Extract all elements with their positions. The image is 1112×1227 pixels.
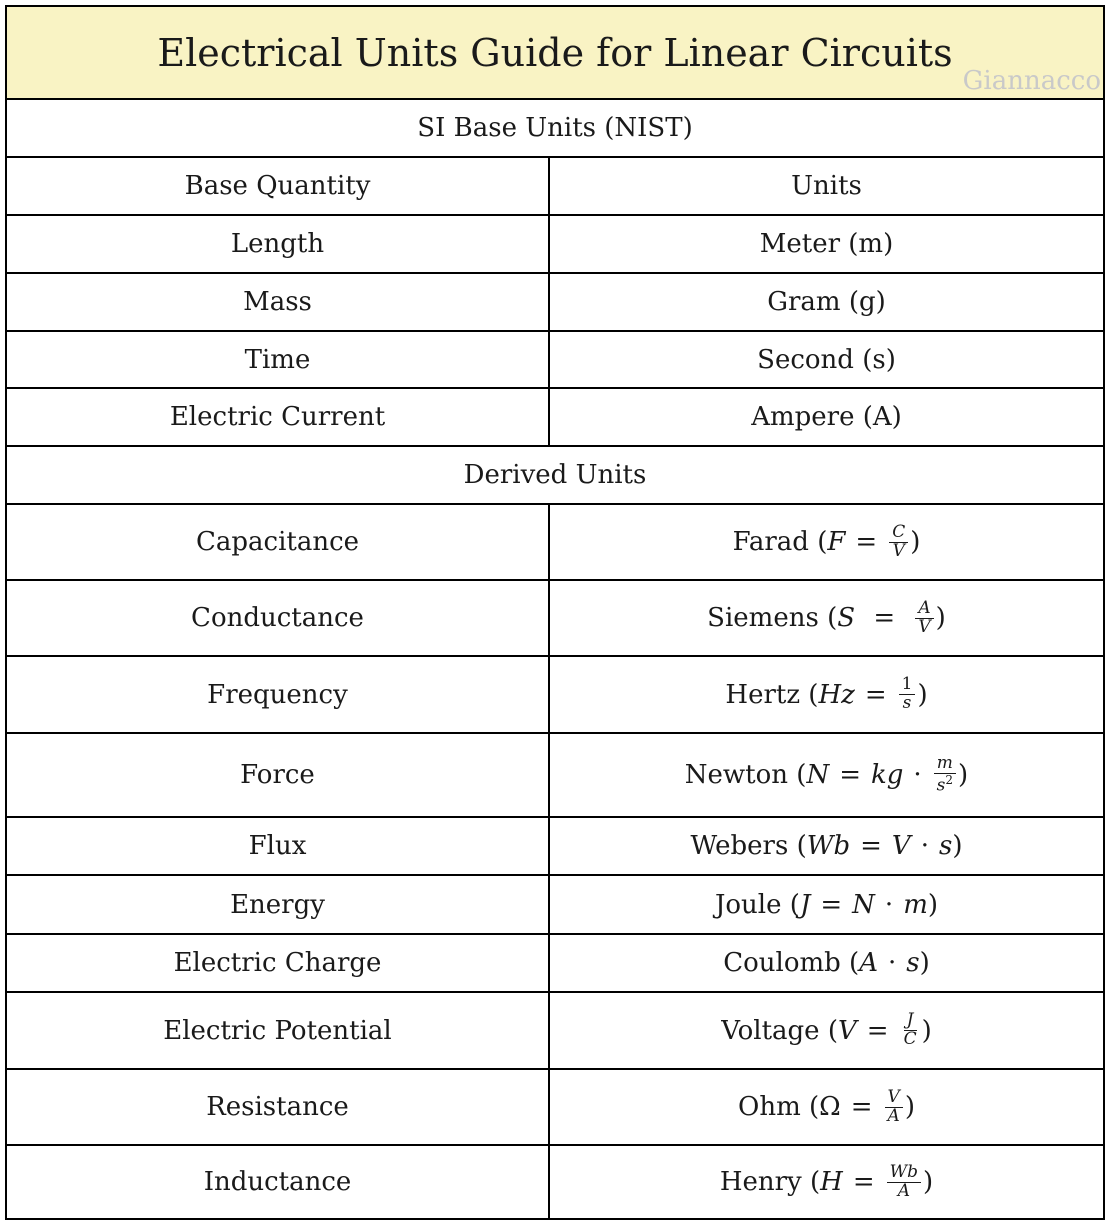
numerator: V — [885, 1089, 903, 1108]
unit-cell: Gram (g) — [767, 287, 886, 317]
quantity-cell: Electric Current — [7, 389, 550, 445]
unit-name: Webers — [690, 831, 789, 861]
unit-cell: Joule ( J = N · m ) — [714, 889, 938, 920]
section-title: Derived Units — [463, 460, 647, 490]
unit-cell: Webers ( Wb = V · s ) — [690, 831, 963, 861]
denominator: A — [887, 1105, 900, 1126]
quantity-cell: Electric Potential — [7, 993, 550, 1068]
unit-name: Newton — [684, 760, 789, 790]
column-header-row — [7, 158, 1103, 216]
numerator: Wb — [887, 1164, 921, 1183]
operand-b: m — [903, 889, 928, 920]
denominator — [934, 774, 956, 796]
quantity-cell: Mass — [7, 274, 550, 330]
fraction — [934, 752, 956, 796]
unit-cell: Farad ( F = $\frac{C}{V}$ ) — [732, 521, 921, 561]
denominator: V — [892, 540, 905, 561]
quantity-cell: Flux — [7, 818, 550, 874]
fraction — [889, 521, 908, 561]
table-row — [7, 734, 1103, 818]
exponent: 2 — [945, 772, 954, 787]
unit-symbol: S — [837, 603, 856, 633]
fraction — [885, 1086, 903, 1126]
table-row — [7, 216, 1103, 274]
unit-symbol: H — [820, 1167, 843, 1197]
unit-cell: Second (s) — [757, 344, 896, 375]
table-row — [7, 581, 1103, 657]
quantity-cell: Energy — [7, 876, 550, 933]
unit-cell: Henry ( H = $\frac{Wb}{A}$ ) — [719, 1161, 934, 1201]
numerator: m — [934, 755, 956, 774]
unit-name: Hertz — [725, 679, 801, 710]
operand-b: s — [938, 831, 953, 861]
quantity-cell: Conductance — [7, 581, 550, 655]
section-header-base — [7, 100, 1103, 158]
denominator: s — [902, 693, 912, 713]
unit-cell: Meter (m) — [759, 229, 894, 259]
table-row — [7, 876, 1103, 935]
unit-name: Coulomb — [723, 948, 841, 978]
unit-cell: Siemens ( S = $\frac{A}{V}$ ) — [707, 597, 946, 637]
numerator: C — [889, 524, 908, 543]
page-title-cell — [7, 7, 1103, 98]
quantity-cell: Inductance — [7, 1146, 550, 1218]
denominator: C — [903, 1029, 917, 1049]
unit-symbol: Wb — [806, 831, 851, 861]
table-row — [7, 657, 1103, 734]
column-header-quantity: Base Quantity — [7, 158, 550, 214]
page-title: Electrical Units Guide for Linear Circuits — [157, 30, 953, 75]
unit-name: Siemens — [707, 603, 819, 633]
quantity-cell: Length — [7, 216, 550, 272]
unit-symbol: J — [799, 889, 811, 920]
table-row — [7, 1070, 1103, 1146]
fraction — [915, 597, 933, 637]
denominator: V — [918, 616, 931, 637]
unit-name: Joule — [714, 889, 782, 920]
unit-cell: Newton ( N = kg · $\frac{m}{s^2}$ ) — [684, 752, 969, 796]
quantity-cell: Resistance — [7, 1070, 550, 1144]
quantity-cell: Time — [7, 332, 550, 387]
table-row — [7, 505, 1103, 581]
unit-symbol: Hz — [818, 679, 855, 710]
quantity-cell: Force — [7, 734, 550, 816]
operand-a: A — [859, 948, 878, 978]
table-row — [7, 935, 1103, 993]
unit-symbol: N — [806, 760, 830, 790]
fraction — [899, 676, 916, 713]
unit-cell: Ohm ( Ω = $\frac{V}{A}$ ) — [738, 1086, 915, 1126]
unit-name: Voltage — [721, 1015, 820, 1046]
table-row — [7, 332, 1103, 389]
operand-a: V — [891, 831, 911, 861]
unit-name: Farad — [732, 527, 809, 557]
table-row — [7, 993, 1103, 1070]
watermark: Giannacco — [962, 66, 1101, 96]
fraction — [901, 1012, 920, 1049]
unit-cell: Hertz ( Hz = $\frac{1}{s}$ ) — [725, 674, 928, 713]
table-row — [7, 1146, 1103, 1218]
unit-name: Henry — [719, 1167, 802, 1197]
section-header-derived — [7, 447, 1103, 505]
operand-a: N — [852, 889, 875, 920]
unit-factor: kg — [871, 760, 904, 790]
numerator: 1 — [899, 676, 916, 695]
quantity-cell: Capacitance — [7, 505, 550, 579]
quantity-cell: Frequency — [7, 657, 550, 732]
table-row — [7, 274, 1103, 332]
table-row — [7, 389, 1103, 447]
quantity-cell: Electric Charge — [7, 935, 550, 991]
units-table — [5, 5, 1105, 1220]
table-row — [7, 818, 1103, 876]
numerator: A — [915, 600, 933, 619]
unit-symbol: V — [838, 1015, 857, 1046]
numerator: J — [904, 1012, 917, 1031]
unit-cell: Voltage ( V = $\frac{J}{C}$ ) — [721, 1010, 932, 1049]
unit-cell: Coulomb ( A · s ) — [723, 948, 930, 978]
unit-symbol: Ω — [819, 1092, 841, 1122]
column-header-units: Units — [791, 171, 862, 201]
unit-name: Ohm — [738, 1092, 801, 1122]
unit-cell: Ampere (A) — [751, 402, 902, 432]
denominator: A — [897, 1180, 910, 1201]
unit-symbol: F — [827, 527, 846, 557]
section-title: SI Base Units (NIST) — [417, 113, 693, 143]
operand-b: s — [906, 948, 920, 978]
fraction — [887, 1161, 921, 1201]
denominator-base: s — [936, 775, 946, 796]
title-row — [7, 7, 1103, 100]
